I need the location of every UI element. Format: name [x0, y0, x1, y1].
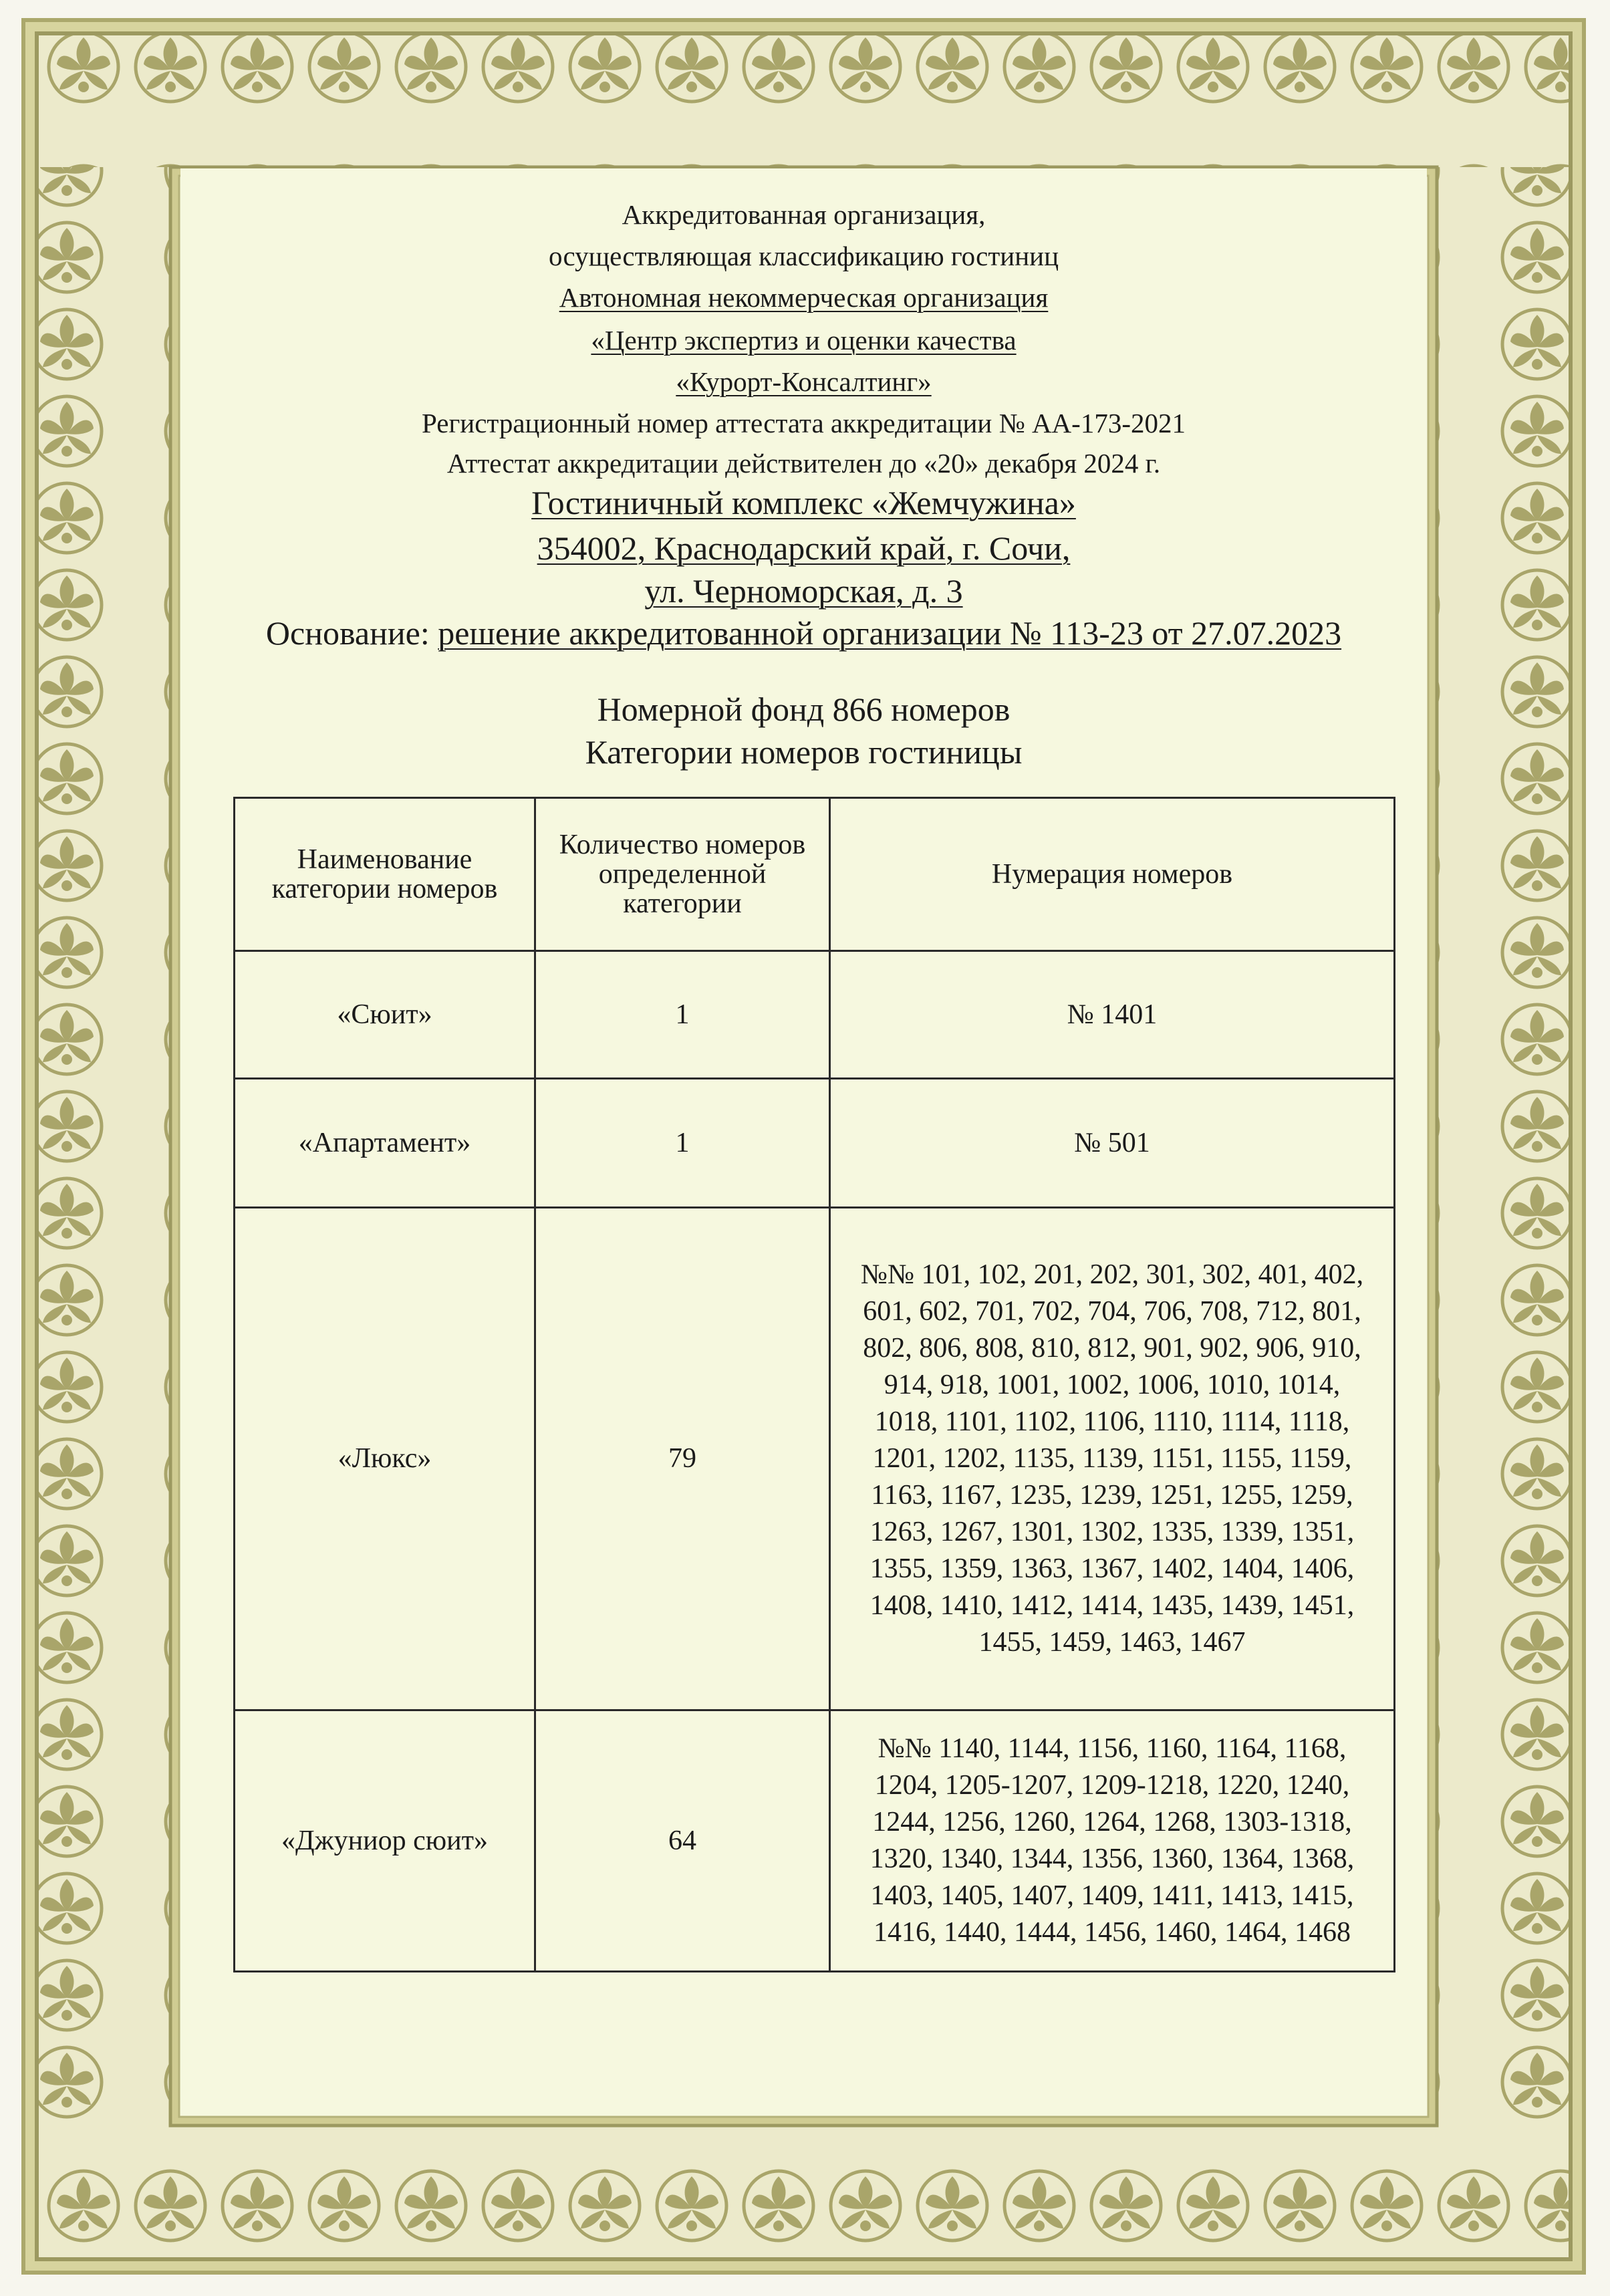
table-row — [235, 1208, 1395, 1710]
room-stock: Номерной фонд 866 номеров — [597, 690, 1011, 728]
hotel-address-line-2: ул. Черноморская, д. 3 — [644, 572, 963, 610]
category-cell: «Люкс» — [235, 1208, 535, 1710]
basis-line — [180, 611, 1427, 655]
header-line-3: Автономная некоммерческая организация — [559, 282, 1049, 313]
basis-label: Основание: — [265, 614, 430, 652]
header-count: Количество номеров определенной категории — [535, 798, 830, 951]
numbers-cell: № 1401 — [830, 951, 1395, 1079]
category-cell: «Джуниор сюит» — [235, 1710, 535, 1972]
numbers-cell: № 501 — [830, 1079, 1395, 1208]
accreditation-validity: Аттестат аккредитации действителен до «20» декабря 2024 г. — [446, 448, 1161, 479]
count-cell: 64 — [535, 1710, 830, 1972]
numbers-cell: №№ 1140, 1144, 1156, 1160, 1164, 1168, 1204, 1205-1207, 1209-1218, 1220, 1240, 1244, 1256, 1260, 1264, 1268, 1303-1318, 1320, 1340, 1344, 1356, 1360, 1364, 1368, 1403, 1405, 1407, 1409, 1411, 1413, 1415, 1416, 1440, 1444, 1456, 1460, 1464, 1468 — [830, 1710, 1395, 1972]
header-line-1: Аккредитованная организация, — [622, 199, 986, 230]
categories-title: Категории номеров гостиницы — [585, 733, 1023, 771]
category-cell: «Апартамент» — [235, 1079, 535, 1208]
hotel-name: Гостиничный комплекс «Жемчужина» — [531, 484, 1076, 521]
table-row — [235, 1079, 1395, 1208]
count-cell: 79 — [535, 1208, 830, 1710]
hotel-address-line-1: 354002, Краснодарский край, г. Сочи, — [537, 529, 1071, 567]
header-category: Наименование категории номеров — [235, 798, 535, 951]
room-categories-table — [233, 797, 1395, 1972]
table-row — [235, 951, 1395, 1079]
count-cell: 1 — [535, 1079, 830, 1208]
header-numbers: Нумерация номеров — [830, 798, 1395, 951]
basis-text: решение аккредитованной организации № 113-23 от 27.07.2023 — [438, 614, 1342, 652]
numbers-cell: №№ 101, 102, 201, 202, 301, 302, 401, 402, 601, 602, 701, 702, 704, 706, 708, 712, 801, 802, 806, 808, 810, 812, 901, 902, 906, 910, 914, 918, 1001, 1002, 1006, 1010, 1014, 1018, 1101, 1102, 1106, 1110, 1114, 1118, 1201, 1202, 1135, 1139, 1151, 1155, 1159, 1163, 1167, 1235, 1239, 1251, 1255, 1259, 1263, 1267, 1301, 1302, 1335, 1339, 1351, 1355, 1359, 1363, 1367, 1402, 1404, 1406, 1408, 1410, 1412, 1414, 1435, 1439, 1451, 1455, 1459, 1463, 1467 — [830, 1208, 1395, 1710]
count-cell: 1 — [535, 951, 830, 1079]
accreditation-number: Регистрационный номер аттестата аккредитации № АА-173-2021 — [422, 408, 1186, 438]
category-cell: «Сюит» — [235, 951, 535, 1079]
header-line-4: «Центр экспертиз и оценки качества — [591, 325, 1017, 356]
header-line-5: «Курорт-Консалтинг» — [676, 366, 932, 397]
header-line-2: осуществляющая классификацию гостиниц — [548, 241, 1059, 271]
table-row — [235, 1710, 1395, 1972]
table-header-row — [235, 798, 1395, 951]
